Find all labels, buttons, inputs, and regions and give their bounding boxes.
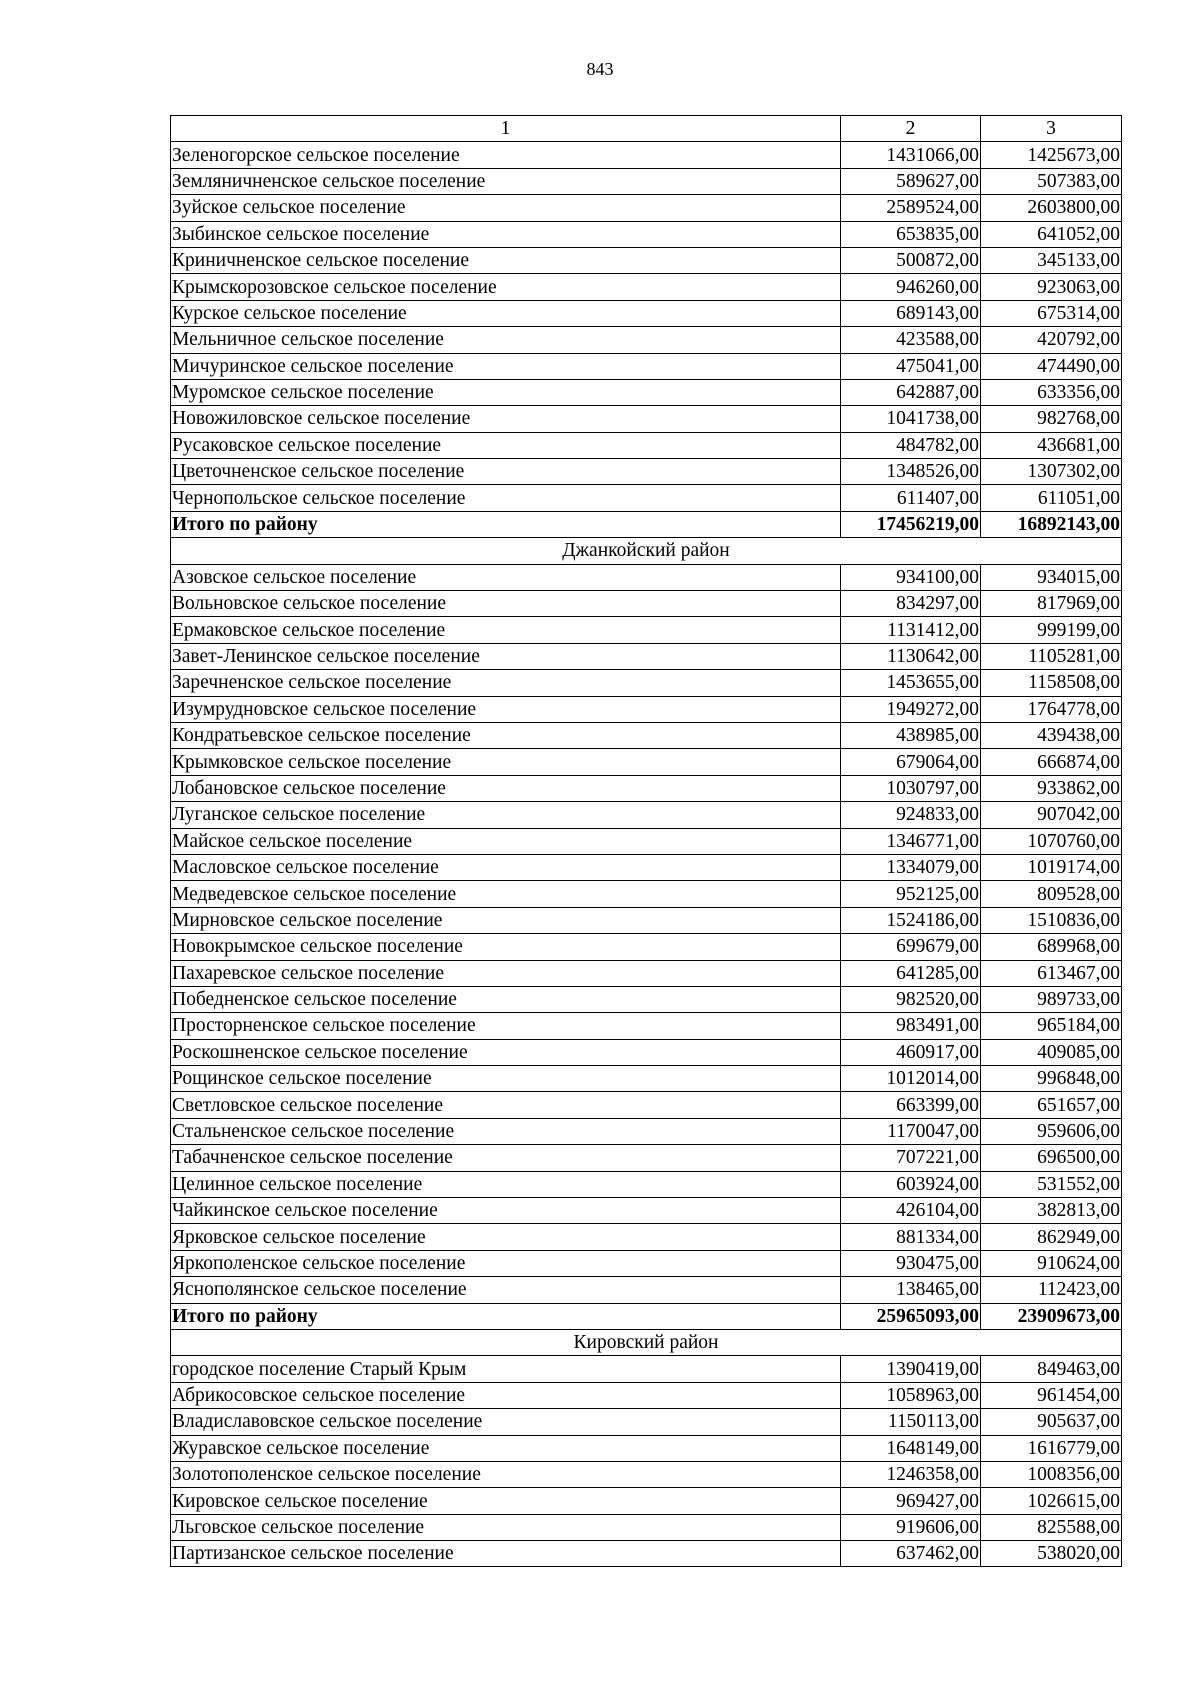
table-row [171,749,1122,775]
table-row [171,406,1122,432]
value-col-3: 474490,00 [981,353,1122,379]
value-col-3: 2603800,00 [981,195,1122,221]
value-col-2: 438985,00 [841,722,981,748]
value-col-2: 475041,00 [841,353,981,379]
table-row [171,960,1122,986]
table-row [171,353,1122,379]
settlement-name: Криничненское сельское поселение [171,247,841,273]
value-col-3: 862949,00 [981,1224,1122,1250]
table-row [171,1541,1122,1567]
value-col-3: 651657,00 [981,1092,1122,1118]
table-row [171,564,1122,590]
value-col-2: 952125,00 [841,881,981,907]
value-col-3: 675314,00 [981,300,1122,326]
settlement-name: Вольновское сельское поселение [171,591,841,617]
value-col-3: 825588,00 [981,1514,1122,1540]
settlement-name: Кировское сельское поселение [171,1488,841,1514]
value-col-3: 934015,00 [981,564,1122,590]
value-col-3: 1105281,00 [981,643,1122,669]
table-row [171,934,1122,960]
value-col-3: 1026615,00 [981,1488,1122,1514]
settlement-name: Мирновское сельское поселение [171,907,841,933]
table-row [171,1118,1122,1144]
value-col-2: 1453655,00 [841,670,981,696]
value-col-2: 642887,00 [841,379,981,405]
settlement-name: Абрикосовское сельское поселение [171,1382,841,1408]
value-col-2: 1334079,00 [841,854,981,880]
table-row [171,881,1122,907]
value-col-2: 1390419,00 [841,1356,981,1382]
value-col-2: 1150113,00 [841,1409,981,1435]
value-col-2: 934100,00 [841,564,981,590]
value-col-2: 1949272,00 [841,696,981,722]
value-col-2: 982520,00 [841,986,981,1012]
settlement-name: Зеленогорское сельское поселение [171,142,841,168]
settlement-name: Цветочненское сельское поселение [171,459,841,485]
settlement-name: Курское сельское поселение [171,300,841,326]
value-col-2: 1170047,00 [841,1118,981,1144]
settlement-name: Новокрымское сельское поселение [171,934,841,960]
value-col-3: 959606,00 [981,1118,1122,1144]
table-row [171,1250,1122,1276]
value-col-3: 531552,00 [981,1171,1122,1197]
table-row [171,1224,1122,1250]
value-col-3: 1158508,00 [981,670,1122,696]
settlement-name: Майское сельское поселение [171,828,841,854]
settlement-name: Ярковское сельское поселение [171,1224,841,1250]
table-row [171,1356,1122,1382]
settlement-name: Победненское сельское поселение [171,986,841,1012]
district-title: Кировский район [171,1329,1122,1355]
value-col-3: 611051,00 [981,485,1122,511]
value-col-3: 1019174,00 [981,854,1122,880]
value-col-3: 436681,00 [981,432,1122,458]
table-row [171,221,1122,247]
table-row [171,274,1122,300]
table-row [171,1409,1122,1435]
table-row [171,195,1122,221]
settlement-name: Табачненское сельское поселение [171,1145,841,1171]
table-row [171,591,1122,617]
value-col-3: 382813,00 [981,1198,1122,1224]
table-row [171,327,1122,353]
district-total-row [171,511,1122,537]
value-col-3: 112423,00 [981,1277,1122,1303]
settlement-name: Лобановское сельское поселение [171,775,841,801]
settlement-name: Мичуринское сельское поселение [171,353,841,379]
table-row [171,1092,1122,1118]
value-col-3: 613467,00 [981,960,1122,986]
value-col-2: 1648149,00 [841,1435,981,1461]
value-col-2: 663399,00 [841,1092,981,1118]
table-row [171,907,1122,933]
value-col-2: 881334,00 [841,1224,981,1250]
table-row [171,1171,1122,1197]
value-col-3: 420792,00 [981,327,1122,353]
value-col-2: 423588,00 [841,327,981,353]
value-col-3: 345133,00 [981,247,1122,273]
value-col-3: 905637,00 [981,1409,1122,1435]
settlement-name: Пахаревское сельское поселение [171,960,841,986]
settlement-name: Чернопольское сельское поселение [171,485,841,511]
table-row [171,1013,1122,1039]
value-col-2: 1058963,00 [841,1382,981,1408]
settlement-name: Светловское сельское поселение [171,1092,841,1118]
table-row [171,1066,1122,1092]
settlement-name: Изумрудновское сельское поселение [171,696,841,722]
table-row [171,485,1122,511]
value-col-2: 1348526,00 [841,459,981,485]
table-row [171,1488,1122,1514]
value-col-2: 611407,00 [841,485,981,511]
value-col-3: 507383,00 [981,168,1122,194]
settlement-name: Кондратьевское сельское поселение [171,722,841,748]
settlement-name: Мельничное сельское поселение [171,327,841,353]
value-col-2: 689143,00 [841,300,981,326]
value-col-3: 1307302,00 [981,459,1122,485]
value-col-3: 910624,00 [981,1250,1122,1276]
value-col-3: 641052,00 [981,221,1122,247]
settlement-name: Крымскорозовское сельское поселение [171,274,841,300]
settlement-name: Яркополенское сельское поселение [171,1250,841,1276]
value-col-3: 1764778,00 [981,696,1122,722]
value-col-2: 924833,00 [841,802,981,828]
table-row [171,1198,1122,1224]
settlement-name: Целинное сельское поселение [171,1171,841,1197]
table-row [171,1039,1122,1065]
settlement-name: Золотополенское сельское поселение [171,1461,841,1487]
value-col-3: 996848,00 [981,1066,1122,1092]
value-col-2: 1041738,00 [841,406,981,432]
value-col-2: 2589524,00 [841,195,981,221]
value-col-3: 961454,00 [981,1382,1122,1408]
table-header-row [171,116,1122,142]
value-col-2: 983491,00 [841,1013,981,1039]
value-col-2: 1012014,00 [841,1066,981,1092]
table-row [171,300,1122,326]
value-col-2: 707221,00 [841,1145,981,1171]
table-row [171,617,1122,643]
settlement-name: Яснополянское сельское поселение [171,1277,841,1303]
value-col-2: 500872,00 [841,247,981,273]
settlement-name: Масловское сельское поселение [171,854,841,880]
value-col-2: 1346771,00 [841,828,981,854]
settlement-name: Рощинское сельское поселение [171,1066,841,1092]
value-col-3: 538020,00 [981,1541,1122,1567]
total-value-col-3: 16892143,00 [981,511,1122,537]
settlement-name: Новожиловское сельское поселение [171,406,841,432]
value-col-3: 817969,00 [981,591,1122,617]
settlement-name: городское поселение Старый Крым [171,1356,841,1382]
total-label: Итого по району [171,1303,841,1329]
table-row [171,670,1122,696]
settlement-name: Крымковское сельское поселение [171,749,841,775]
value-col-3: 1425673,00 [981,142,1122,168]
value-col-2: 484782,00 [841,432,981,458]
district-total-row [171,1303,1122,1329]
value-col-3: 633356,00 [981,379,1122,405]
table-row [171,1277,1122,1303]
table-row [171,379,1122,405]
value-col-3: 907042,00 [981,802,1122,828]
value-col-3: 1616779,00 [981,1435,1122,1461]
value-col-3: 409085,00 [981,1039,1122,1065]
settlement-name: Ермаковское сельское поселение [171,617,841,643]
table-row [171,1382,1122,1408]
district-title: Джанкойский район [171,538,1122,564]
settlement-name: Медведевское сельское поселение [171,881,841,907]
total-value-col-3: 23909673,00 [981,1303,1122,1329]
value-col-2: 919606,00 [841,1514,981,1540]
settlement-name: Муромское сельское поселение [171,379,841,405]
settlement-name: Земляничненское сельское поселение [171,168,841,194]
table-row [171,643,1122,669]
value-col-3: 439438,00 [981,722,1122,748]
district-header-row [171,538,1122,564]
value-col-2: 1246358,00 [841,1461,981,1487]
value-col-2: 930475,00 [841,1250,981,1276]
table-row [171,142,1122,168]
value-col-3: 933862,00 [981,775,1122,801]
settlement-name: Журавское сельское поселение [171,1435,841,1461]
settlement-name: Луганское сельское поселение [171,802,841,828]
settlement-name: Русаковское сельское поселение [171,432,841,458]
table-row [171,854,1122,880]
value-col-2: 1030797,00 [841,775,981,801]
value-col-3: 1070760,00 [981,828,1122,854]
total-value-col-2: 25965093,00 [841,1303,981,1329]
settlement-name: Стальненское сельское поселение [171,1118,841,1144]
value-col-2: 641285,00 [841,960,981,986]
table-row [171,696,1122,722]
value-col-2: 679064,00 [841,749,981,775]
value-col-3: 965184,00 [981,1013,1122,1039]
value-col-2: 589627,00 [841,168,981,194]
table-row [171,459,1122,485]
value-col-3: 923063,00 [981,274,1122,300]
settlement-name: Зыбинское сельское поселение [171,221,841,247]
table-row [171,802,1122,828]
table-row [171,828,1122,854]
table-row [171,1145,1122,1171]
value-col-2: 460917,00 [841,1039,981,1065]
value-col-3: 809528,00 [981,881,1122,907]
value-col-3: 1008356,00 [981,1461,1122,1487]
settlement-name: Азовское сельское поселение [171,564,841,590]
value-col-2: 946260,00 [841,274,981,300]
value-col-2: 1524186,00 [841,907,981,933]
value-col-2: 969427,00 [841,1488,981,1514]
value-col-3: 989733,00 [981,986,1122,1012]
settlement-name: Просторненское сельское поселение [171,1013,841,1039]
table-row [171,1461,1122,1487]
value-col-2: 699679,00 [841,934,981,960]
value-col-2: 653835,00 [841,221,981,247]
table-row [171,168,1122,194]
table-body [171,116,1122,1567]
settlement-name: Зуйское сельское поселение [171,195,841,221]
value-col-2: 1130642,00 [841,643,981,669]
total-value-col-2: 17456219,00 [841,511,981,537]
header-col-2: 2 [841,116,981,142]
settlement-name: Роскошненское сельское поселение [171,1039,841,1065]
settlement-name: Чайкинское сельское поселение [171,1198,841,1224]
value-col-2: 426104,00 [841,1198,981,1224]
header-col-3: 3 [981,116,1122,142]
value-col-2: 1431066,00 [841,142,981,168]
settlement-name: Заречненское сельское поселение [171,670,841,696]
table-row [171,775,1122,801]
budget-table [170,115,1122,1567]
table-row [171,1514,1122,1540]
table-row [171,986,1122,1012]
settlement-name: Льговское сельское поселение [171,1514,841,1540]
table-row [171,247,1122,273]
table-row [171,1435,1122,1461]
value-col-2: 1131412,00 [841,617,981,643]
table-row [171,722,1122,748]
value-col-2: 637462,00 [841,1541,981,1567]
value-col-3: 696500,00 [981,1145,1122,1171]
value-col-3: 999199,00 [981,617,1122,643]
table-row [171,432,1122,458]
value-col-3: 982768,00 [981,406,1122,432]
header-col-1: 1 [171,116,841,142]
page-number: 843 [586,59,614,79]
total-label: Итого по району [171,511,841,537]
value-col-3: 1510836,00 [981,907,1122,933]
value-col-2: 834297,00 [841,591,981,617]
value-col-3: 849463,00 [981,1356,1122,1382]
value-col-2: 603924,00 [841,1171,981,1197]
settlement-name: Партизанское сельское поселение [171,1541,841,1567]
settlement-name: Завет-Ленинское сельское поселение [171,643,841,669]
value-col-3: 666874,00 [981,749,1122,775]
value-col-3: 689968,00 [981,934,1122,960]
settlement-name: Владиславовское сельское поселение [171,1409,841,1435]
district-header-row [171,1329,1122,1355]
value-col-2: 138465,00 [841,1277,981,1303]
